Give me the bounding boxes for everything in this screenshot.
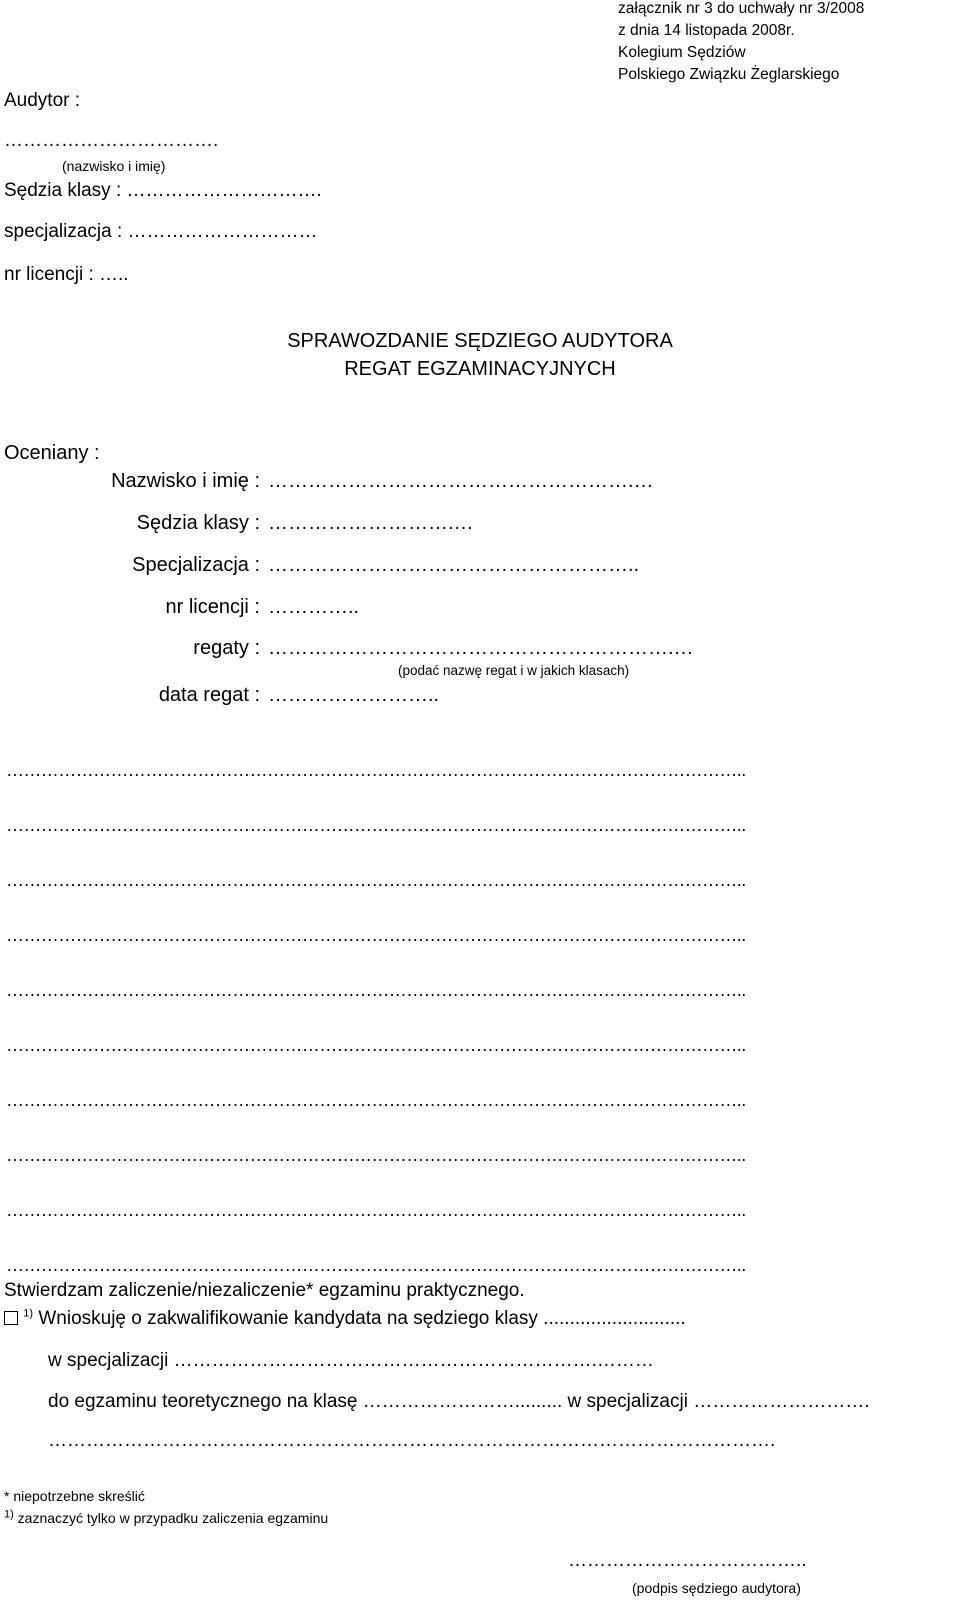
- auditor-license-line: nr licencji : …..: [4, 264, 129, 285]
- evaluated-name-label: Nazwisko i imię :: [111, 470, 260, 492]
- header-line-3: Kolegium Sędziów: [618, 44, 746, 61]
- exam-statement: Stwierdzam zaliczenie/niezaliczenie* egzaminu praktycznego.: [4, 1280, 525, 1301]
- signature-blank: ………………………………..: [568, 1550, 807, 1571]
- evaluated-name-value: ……………………………………………….…: [268, 470, 654, 492]
- notes-line: ………………………………………………………………………………………………………………..: [6, 1090, 746, 1110]
- qualification-request: [4, 1308, 686, 1330]
- notes-line: ………………………………………………………………………………………………………………..: [6, 1035, 746, 1055]
- specialization-line: w specjalizacji ………………………………………………………….………: [48, 1350, 654, 1371]
- evaluated-date-label: data regat :: [158, 684, 260, 706]
- notes-line: ………………………………………………………………………………………………………………..: [6, 1255, 746, 1275]
- theory-exam-line: do egzaminu teoretycznego na klasę ……………………......... w specjalizacji ……………………….: [48, 1391, 870, 1412]
- notes-line: ………………………………………………………………………………………………………………..: [6, 815, 746, 835]
- footnote-mark: 1): [23, 1307, 34, 1320]
- evaluated-spec-value: ………………………………………………..: [268, 554, 640, 576]
- evaluated-license-value: …………..: [268, 596, 360, 618]
- qualification-request-text: Wnioskuję o zakwalifikowanie kandydata na sędziego klasy ...........................: [38, 1308, 686, 1329]
- notes-line: ………………………………………………………………………………………………………………..: [6, 980, 746, 1000]
- notes-line: ………………………………………………………………………………………………………………..: [6, 1145, 746, 1165]
- footnote-unneeded: * niepotrzebne skreślić: [4, 1488, 145, 1504]
- checkbox-icon[interactable]: [4, 1311, 18, 1325]
- header-line-2: z dnia 14 listopada 2008r.: [618, 22, 795, 39]
- notes-line: ………………………………………………………………………………………………………………..: [6, 760, 746, 780]
- footnote-qualification: [4, 1510, 328, 1526]
- header-line-4: Polskiego Związku Żeglarskiego: [618, 66, 840, 83]
- report-title: SPRAWOZDANIE SĘDZIEGO AUDYTORA: [287, 330, 673, 352]
- extra-dotted-line: …………………………………………………………………………………………………….: [48, 1430, 776, 1451]
- footnote-mark: 1): [4, 1508, 14, 1521]
- notes-line: ………………………………………………………………………………………………………………..: [6, 870, 746, 890]
- evaluated-license-label: nr licencji :: [165, 596, 260, 618]
- evaluated-class-label: Sędzia klasy :: [136, 512, 260, 534]
- report-subtitle: REGAT EGZAMINACYJNYCH: [344, 358, 616, 380]
- footnote-qualification-text: zaznaczyć tylko w przypadku zaliczenia egzaminu: [17, 1510, 329, 1526]
- auditor-class-line: Sędzia klasy : ………………………….: [4, 180, 322, 201]
- evaluated-regatta-value: …………………………………………………….…: [268, 637, 694, 659]
- auditor-name-blank: …………………………….: [4, 130, 219, 151]
- auditor-label: Audytor :: [4, 90, 81, 111]
- header-line-1: załącznik nr 3 do uchwały nr 3/2008: [618, 0, 865, 17]
- evaluated-regatta-label: regaty :: [193, 637, 260, 659]
- auditor-name-caption: (nazwisko i imię): [62, 158, 166, 174]
- signature-caption: (podpis sędziego audytora): [632, 1580, 801, 1596]
- evaluated-spec-label: Specjalizacja :: [132, 554, 260, 576]
- notes-line: ………………………………………………………………………………………………………………..: [6, 925, 746, 945]
- evaluated-date-value: ……………………..: [268, 684, 440, 706]
- evaluated-class-value: ……………………….…: [268, 512, 474, 534]
- notes-line: ………………………………………………………………………………………………………………..: [6, 1200, 746, 1220]
- auditor-spec-line: specjalizacja : …………………………: [4, 221, 318, 242]
- evaluated-label: Oceniany :: [4, 442, 100, 464]
- regatta-caption: (podać nazwę regat i w jakich klasach): [398, 663, 630, 678]
